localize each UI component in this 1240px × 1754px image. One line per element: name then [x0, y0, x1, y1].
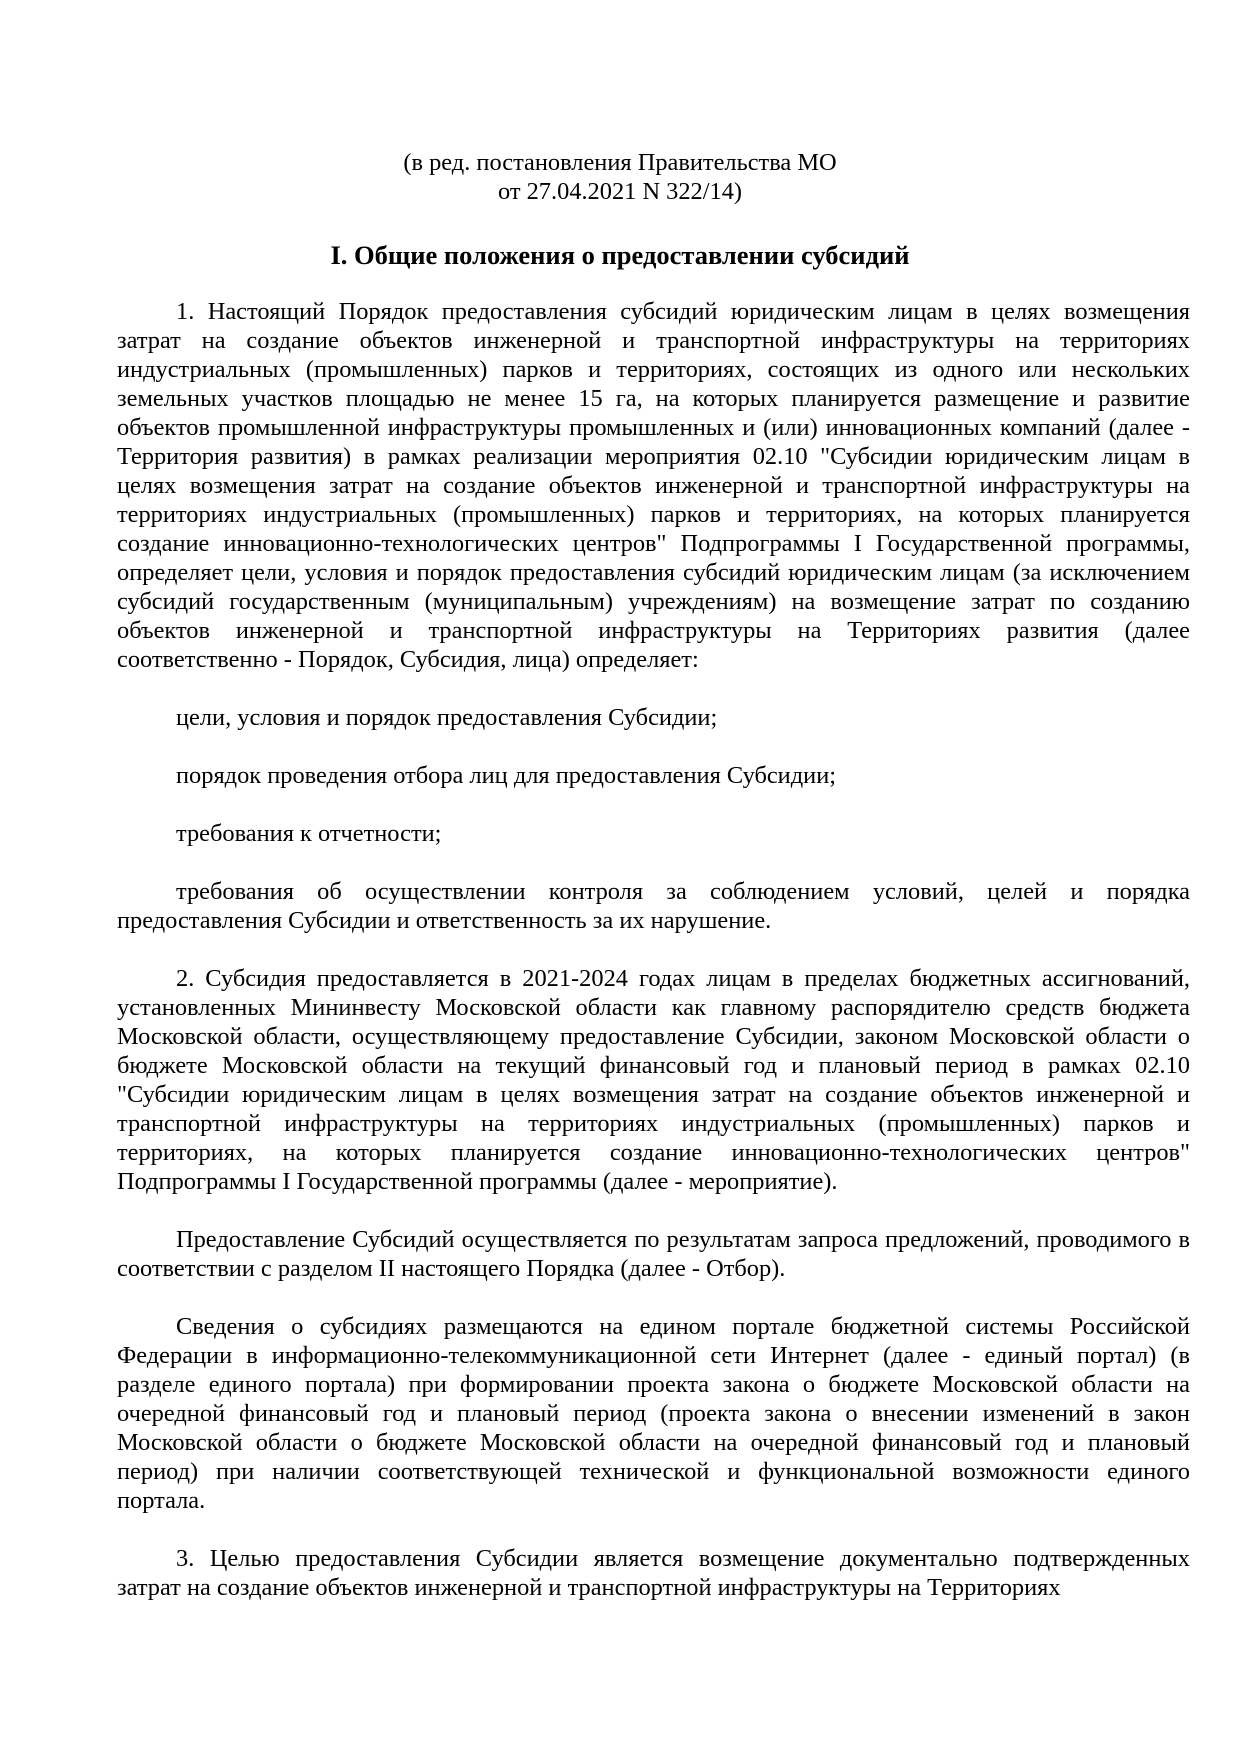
paragraph-2: 2. Субсидия предоставляется в 2021-2024 годах лицам в пределах бюджетных ассигнований, установленных Мининвесту Московской области как главному распорядителю средств бюджета Московской области, осуществляющему предоставление Субсидии, законом Московской области о бюджете Московской области на текущий финансовый год и плановый период в рамках 02.10 "Субсидии юридическим лицам в целях возмещения затрат на создание объектов инженерной и транспортной инфраструктуры на территориях индустриальных (промышленных) парков и территориях, на которых планируется создание инновационно-технологических центров" Подпрограммы I Государственной программы (далее - мероприятие). — [117, 965, 1190, 1195]
paragraph-goals: цели, условия и порядок предоставления Субсидии; — [176, 704, 718, 731]
paragraph-selection-procedure: Предоставление Субсидий осуществляется по результатам запроса предложений, проводимого в соответствии с разделом II настоящего Порядка (далее - Отбор). — [117, 1226, 1190, 1282]
document-body — [117, 297, 1190, 1602]
paragraph-1: 1. Настоящий Порядок предоставления субсидий юридическим лицам в целях возмещения затрат на создание объектов инженерной и транспортной инфраструктуры на территориях индустриальных (промышленных) парков и территориях, состоящих из одного или нескольких земельных участков площадью не менее 15 га, на которых планируется размещение и развитие объектов промышленной инфраструктуры промышленных и (или) инновационных компаний (далее - Территория развития) в рамках реализации мероприятия 02.10 "Субсидии юридическим лицам в целях возмещения затрат на создание объектов инженерной и транспортной инфраструктуры на территориях индустриальных (промышленных) парков и территориях, на которых планируется создание инновационно-технологических центров" Подпрограммы I Государственной программы, определяет цели, условия и порядок предоставления субсидий юридическим лицам (за исключением субсидий государственным (муниципальным) учреждениям) на возмещение затрат по созданию объектов инженерной и транспортной инфраструктуры на Территориях развития (далее соответственно - Порядок, Субсидия, лица) определяет: — [117, 298, 1190, 673]
paragraph-portal-info: Сведения о субсидиях размещаются на едином портале бюджетной системы Российской Федерации в информационно-телекоммуникационной сети Интернет (далее - единый портал) (в разделе единого портала) при формировании проекта закона о бюджете Московской области на очередной финансовый год и плановый период (проекта закона о внесении изменений в закон Московской области о бюджете Московской области на очередной финансовый год и плановый период) при наличии соответствующей технической и функциональной возможности единого портала. — [117, 1313, 1190, 1514]
amendment-note — [0, 148, 1240, 206]
paragraph-selection: порядок проведения отбора лиц для предоставления Субсидии; — [176, 762, 837, 789]
amendment-line-1: (в ред. постановления Правительства МО — [403, 149, 837, 176]
amendment-line-2: от 27.04.2021 N 322/14) — [497, 178, 743, 205]
paragraph-control: требования об осуществлении контроля за соблюдением условий, целей и порядка предоставления Субсидии и ответственность за их нарушение. — [117, 878, 1190, 934]
paragraph-3: 3. Целью предоставления Субсидии является возмещение документально подтвержденных затрат на создание объектов инженерной и транспортной инфраструктуры на Территориях — [117, 1545, 1190, 1601]
paragraph-reporting: требования к отчетности; — [176, 820, 442, 847]
section-title: I. Общие положения о предоставлении субсидий — [330, 240, 910, 270]
